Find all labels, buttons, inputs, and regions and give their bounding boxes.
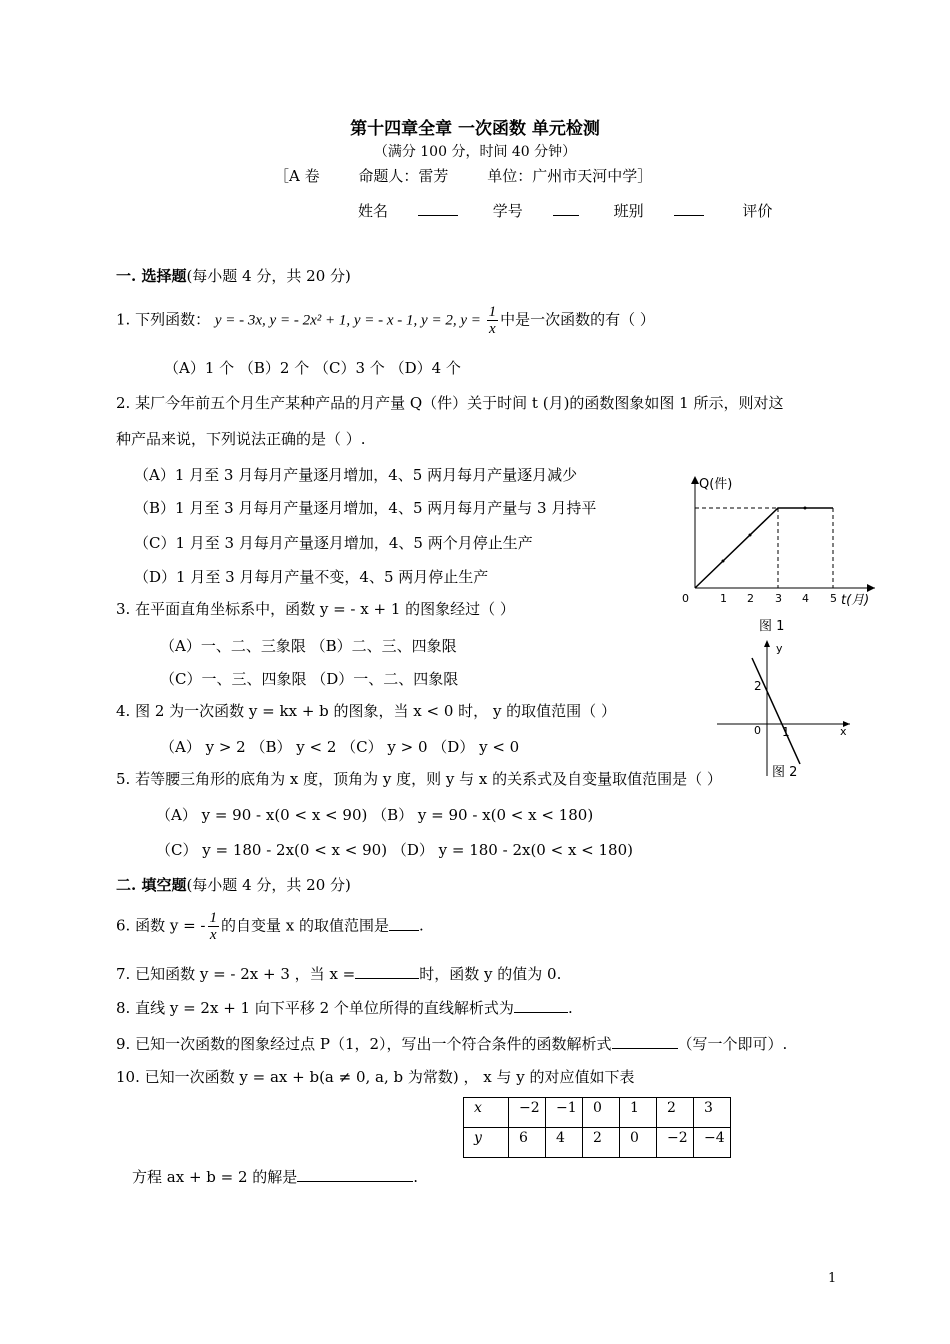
q3-options-ab: （A）一、二、三象限 （B）二、三、四象限 bbox=[160, 637, 457, 655]
section2-title: 二. 填空题 bbox=[116, 876, 187, 894]
fig1-point-4 bbox=[804, 507, 807, 510]
fig2-xtick: 1 bbox=[782, 725, 790, 739]
q5-options-cd: （C） y = 180 - 2x(0 < x < 90) （D） y = 180 - 2x(0 < x < 180) bbox=[156, 841, 633, 859]
fig1-point-1 bbox=[722, 560, 725, 563]
figure-2 bbox=[712, 636, 862, 782]
q10-equation bbox=[132, 1166, 418, 1187]
paper-label: ［A 卷 bbox=[274, 167, 320, 185]
figure-1 bbox=[675, 470, 885, 640]
q1-prefix: 1. 下列函数： bbox=[116, 310, 211, 329]
fig1-tick-1: 1 bbox=[720, 592, 727, 605]
q1-suffix: 中是一次函数的有（ ） bbox=[500, 310, 655, 329]
table-cell: 2 bbox=[583, 1128, 620, 1158]
q8-answer-blank[interactable] bbox=[514, 998, 568, 1013]
q10-end: . bbox=[413, 1168, 419, 1186]
fig2-caption: 图 2 bbox=[772, 765, 798, 780]
fig2-origin: 0 bbox=[754, 724, 761, 737]
fig1-tick-3: 3 bbox=[775, 592, 782, 605]
fig1-y-arrow bbox=[691, 476, 699, 484]
page-subtitle: （满分 100 分，时间 40 分钟） bbox=[373, 144, 577, 160]
q8-text: 8. 直线 y = 2x + 1 向下平移 2 个单位所得的直线解析式为 bbox=[116, 999, 514, 1017]
q7 bbox=[116, 963, 561, 984]
grade-label: 评价 bbox=[742, 202, 773, 220]
fig1-tick-4: 4 bbox=[802, 592, 809, 605]
q9-answer-blank[interactable] bbox=[612, 1034, 678, 1049]
table-cell: −2 bbox=[657, 1128, 694, 1158]
q1-options: （A）1 个 （B）2 个 （C）3 个 （D）4 个 bbox=[164, 359, 461, 377]
author-label: 命题人：雷芳 bbox=[358, 167, 449, 185]
table-cell: 2 bbox=[657, 1098, 694, 1128]
student-info bbox=[358, 200, 802, 221]
q6-fraction bbox=[208, 910, 220, 943]
fig2-line bbox=[752, 658, 800, 764]
q8-end: . bbox=[567, 999, 573, 1017]
table-cell: 3 bbox=[694, 1098, 731, 1128]
q2-line2: 种产品来说，下列说法正确的是（ ）. bbox=[116, 430, 366, 448]
q2-line1: 2. 某厂今年前五个月生产某种产品的月产量 Q（件）关于时间 t (月)的函数图象如图 1 所示，则对这 bbox=[116, 394, 784, 412]
table-cell: x bbox=[464, 1098, 509, 1128]
table-cell: 4 bbox=[546, 1128, 583, 1158]
q2-option-a: （A）1 月至 3 月每月产量逐月增加，4、5 两月每月产量逐月减少 bbox=[134, 466, 578, 484]
section1-note: (每小题 4 分，共 20 分) bbox=[186, 267, 351, 285]
table-cell: 1 bbox=[620, 1098, 657, 1128]
q6-frac-num: 1 bbox=[209, 910, 217, 926]
id-blank[interactable] bbox=[553, 201, 579, 216]
q6-answer-blank[interactable] bbox=[389, 916, 419, 931]
q1 bbox=[116, 304, 655, 337]
q1-fraction bbox=[487, 304, 499, 337]
table-cell: −1 bbox=[546, 1098, 583, 1128]
fig1-point-2 bbox=[749, 534, 752, 537]
fig1-line bbox=[695, 508, 833, 588]
fig1-ylabel: Q(件) bbox=[699, 477, 733, 492]
q9-text: 9. 已知一次函数的图象经过点 P（1，2），写出一个符合条件的函数解析式 bbox=[116, 1035, 612, 1053]
table-cell: 6 bbox=[509, 1128, 546, 1158]
fig1-tick-5: 5 bbox=[830, 592, 837, 605]
class-field bbox=[614, 202, 708, 220]
q5-options-ab: （A） y = 90 - x(0 < x < 90) （B） y = 90 - x(0 < x < 180) bbox=[156, 806, 594, 824]
q2-option-d: （D）1 月至 3 月每月产量不变，4、5 两月停止生产 bbox=[134, 568, 489, 586]
table-cell: 0 bbox=[583, 1098, 620, 1128]
table-cell: y bbox=[464, 1128, 509, 1158]
q7-end: 时，函数 y 的值为 0. bbox=[419, 965, 562, 983]
q9 bbox=[116, 1033, 787, 1054]
q6 bbox=[116, 910, 424, 943]
fig1-xlabel: t(月) bbox=[841, 593, 870, 608]
q2-option-b: （B）1 月至 3 月每月产量逐月增加，4、5 两月每月产量与 3 月持平 bbox=[134, 499, 597, 517]
table-cell: −4 bbox=[694, 1128, 731, 1158]
q1-frac-den: x bbox=[489, 321, 496, 337]
q1-frac-num: 1 bbox=[488, 304, 497, 320]
name-blank[interactable] bbox=[418, 201, 458, 216]
q6-frac-den: x bbox=[209, 927, 217, 943]
name-field bbox=[358, 202, 458, 220]
class-label: 班别 bbox=[613, 202, 644, 220]
id-label: 学号 bbox=[492, 202, 523, 220]
unit-label: 单位：广州市天河中学］ bbox=[487, 167, 653, 185]
class-blank[interactable] bbox=[674, 201, 704, 216]
section2-heading bbox=[116, 874, 351, 895]
table-cell: −2 bbox=[509, 1098, 546, 1128]
section1-heading bbox=[116, 265, 351, 286]
q10-value-table bbox=[463, 1097, 731, 1158]
q7-answer-blank[interactable] bbox=[355, 964, 419, 979]
fig2-xlabel: x bbox=[840, 725, 847, 738]
section2-note: (每小题 4 分，共 20 分) bbox=[186, 876, 351, 894]
page-title: 第十四章全章 一次函数 单元检测 bbox=[350, 119, 600, 139]
q1-formula: y = - 3x, y = - 2x² + 1, y = - x - 1, y = 2, y = bbox=[214, 312, 485, 329]
table-row-x bbox=[464, 1098, 731, 1128]
q7-text: 7. 已知函数 y = - 2x + 3 ，当 x = bbox=[116, 965, 356, 983]
fig1-x-arrow bbox=[867, 584, 875, 592]
q8 bbox=[116, 997, 573, 1018]
fig2-ytick: 2 bbox=[754, 679, 762, 693]
q10-text: 10. 已知一次函数 y = ax + b(a ≠ 0, a, b 为常数) ， x 与 y 的对应值如下表 bbox=[116, 1068, 635, 1086]
name-label: 姓名 bbox=[358, 202, 389, 220]
section1-title: 一. 选择题 bbox=[116, 267, 187, 285]
q10-answer-blank[interactable] bbox=[297, 1167, 413, 1182]
q9-end: （写一个即可）. bbox=[677, 1035, 788, 1053]
q6-end: . bbox=[419, 916, 424, 935]
fig1-tick-2: 2 bbox=[747, 592, 754, 605]
q10-equation-text: 方程 ax + b = 2 的解是 bbox=[132, 1168, 298, 1186]
fig2-y-arrow bbox=[764, 640, 770, 647]
q3-text: 3. 在平面直角坐标系中，函数 y = - x + 1 的图象经过（ ） bbox=[116, 600, 515, 618]
q6-suffix: 的自变量 x 的取值范围是 bbox=[221, 916, 389, 935]
table-cell: 0 bbox=[620, 1128, 657, 1158]
table-row-y bbox=[464, 1128, 731, 1158]
q4-options: （A） y > 2 （B） y < 2 （C） y > 0 （D） y < 0 bbox=[160, 738, 520, 756]
q6-prefix: 6. 函数 y = - bbox=[116, 916, 206, 935]
id-field bbox=[493, 202, 579, 220]
q4-text: 4. 图 2 为一次函数 y = kx + b 的图象，当 x < 0 时， y 的取值范围（ ） bbox=[116, 702, 616, 720]
fig1-tick-0: 0 bbox=[682, 592, 689, 605]
page-number: 1 bbox=[828, 1271, 837, 1286]
q2-option-c: （C）1 月至 3 月每月产量逐月增加，4、5 两个月停止生产 bbox=[134, 534, 533, 552]
paper-meta bbox=[274, 165, 686, 186]
fig2-ylabel: y bbox=[776, 642, 783, 655]
q3-options-cd: （C）一、三、四象限 （D）一、二、四象限 bbox=[160, 670, 459, 688]
q5-text: 5. 若等腰三角形的底角为 x 度，顶角为 y 度，则 y 与 x 的关系式及自变量取值范围是（ ） bbox=[116, 770, 722, 788]
fig1-caption: 图 1 bbox=[759, 619, 785, 634]
